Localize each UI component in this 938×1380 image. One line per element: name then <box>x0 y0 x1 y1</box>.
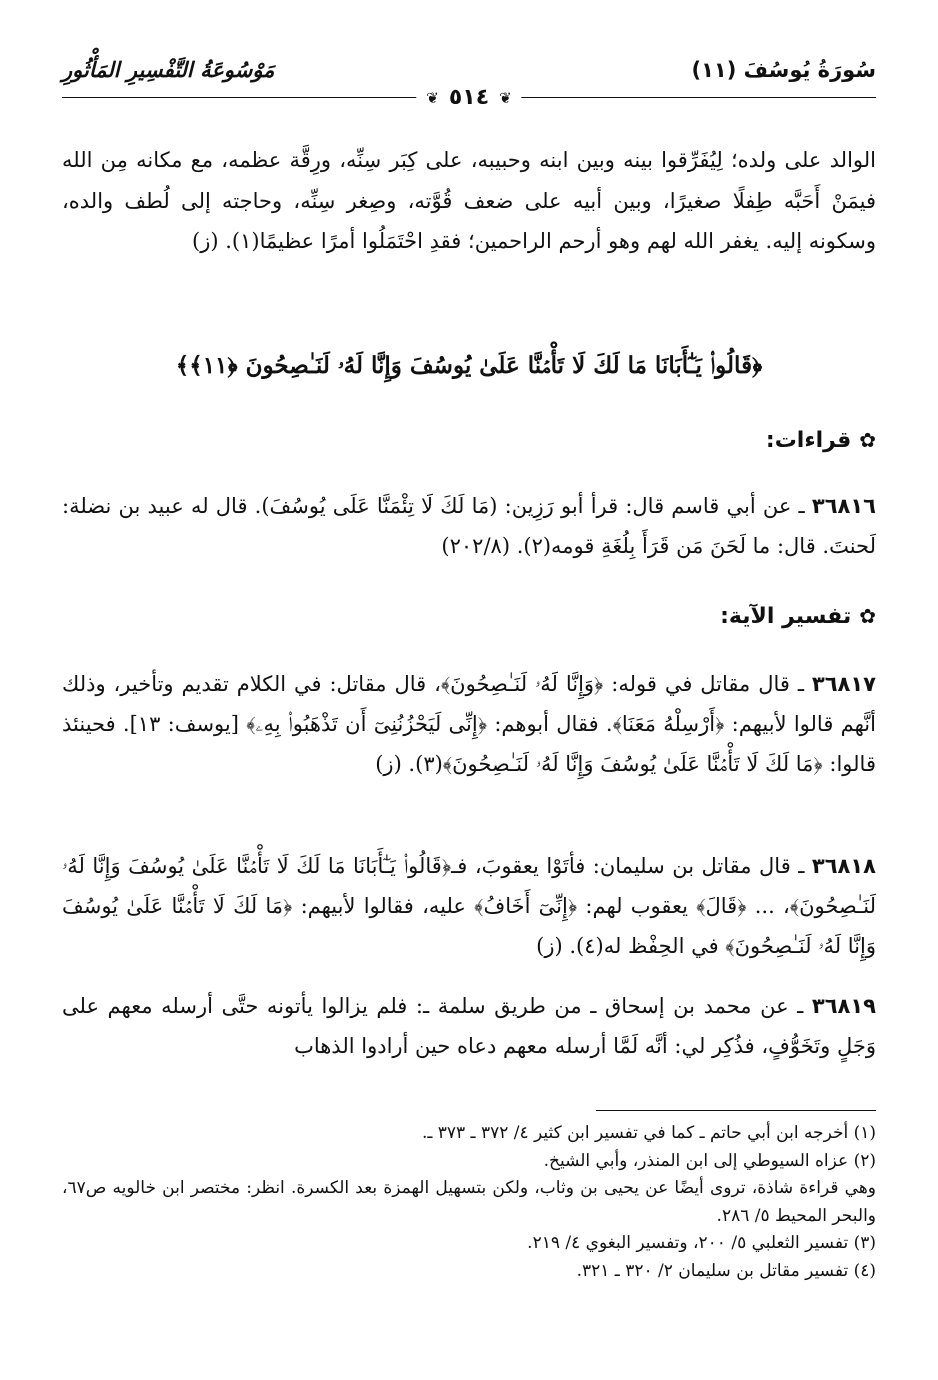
entry-text: ـ عن أبي قاسم قال: قرأ أبو رَزِين: (مَا لَكَ لَا تِئْمَنَّا عَلَى يُوسُفَ). قال له عبيد بن نضلة: لَحنتَ. قال: ما لَحَنَ مَن قَرَأَ بِلُغَةِ قومه(٢). (٢٠٢/٨) <box>62 494 876 558</box>
section-heading-readings <box>766 428 876 453</box>
footnote-4: (٤) تفسير مقاتل بن سليمان ٢/ ٣٢٠ ـ ٣٢١. <box>576 1260 876 1281</box>
page-number-box <box>416 85 521 110</box>
footnote-2: (٢) عزاه السيوطي إلى ابن المنذر، وأبي الشيخ. <box>543 1150 876 1171</box>
footnote-rule <box>596 1110 876 1111</box>
footnote-1: (١) أخرجه ابن أبي حاتم ـ كما في تفسير ابن كثير ٤/ ٣٧٢ ـ ٣٧٣ ـ. <box>421 1123 876 1143</box>
entry-number: ٣٦٨١٧ <box>811 672 876 696</box>
ornament-left-icon: ❦ <box>426 88 439 107</box>
entry-text: ـ عن محمد بن إسحاق ـ من طريق سلمة ـ: فلم يزالوا يأتونه حتَّى أرسله معهم على وَجَلٍ وتَخَوُّفٍ، فذُكِر لي: أنَّه لَمَّا أرسله معهم دعاه حين أرادوا الذهاب <box>62 994 876 1058</box>
footnote-3: (٣) تفسير الثعلبي ٥/ ٢٠٠، وتفسير البغوي ٤/ ٢١٩. <box>527 1233 876 1253</box>
entry-text: ـ قال مقاتل بن سليمان: فأتَوْا يعقوبَ، فـ﴿قَالُوا۟ يَـٰٓأَبَانَا مَا لَكَ لَا تَأْمَ۬نَّا عَلَىٰ يُوسُفَ وَإِنَّا لَهُۥ لَنَـٰصِحُونَ﴾، ... ﴿قَالَ﴾ يعقوب لهم: ﴿إِنِّىٓ أَخَافُ﴾ عليه، فقالوا لأبيهم: ﴿مَا لَكَ لَا تَأْمَ۬نَّا عَلَىٰ يُوسُفَ وَإِنَّا لَهُۥ لَنَـٰصِحُونَ﴾ في الحِفْظ له(٤). (ز) <box>62 854 876 958</box>
intro-paragraph: الوالد على ولده؛ لِيُفَرِّقوا بينه وبين ابنه وحبيبه، على كِبَر سِنِّه، ورِقَّة عظمه، مع مكانه مِن الله فيمَنْ أَحَبَّه طِفلًا صغيرًا، وبين أبيه على ضعف قُوَّته، وصِغر سِنِّه، وحاجته إلى لُطف والده، وسكونه إليه. يغفر الله لهم وهو أرحم الراحمين؛ فقدِ احْتَمَلُوا أمرًا عظيمًا(١). (ز) <box>62 148 876 253</box>
entry-36818 <box>62 846 876 966</box>
entry-number: ٣٦٨١٩ <box>811 994 876 1018</box>
intro-paragraph-block <box>62 140 876 262</box>
section-heading-tafsir <box>720 604 876 629</box>
entry-36817 <box>62 664 876 784</box>
entry-36819 <box>62 986 876 1066</box>
running-header <box>62 58 876 110</box>
page-number: ٥١٤ <box>448 85 490 110</box>
entry-36816 <box>62 486 876 566</box>
section-title-readings: قراءات: <box>765 428 852 453</box>
entry-number: ٣٦٨١٦ <box>811 494 876 518</box>
quran-verse <box>62 352 876 379</box>
verse-text: ﴿قَالُوا۟ يَـٰٓأَبَانَا مَا لَكَ لَا تَأْمَ۬نَّا عَلَىٰ يُوسُفَ وَإِنَّا لَهُۥ لَنَـٰصِحُونَ ﴿١١﴾﴾ <box>175 352 763 379</box>
footnote-2-continued: وهي قراءة شاذة، تروى أيضًا عن يحيى بن وثاب، ولكن بتسهيل الهمزة بعد الكسرة. انظر: مختصر ابن خالويه ص٦٧، والبحر المحيط ٥/ ٢٨٦. <box>62 1178 876 1226</box>
section-title-tafsir: تفسير الآية: <box>720 604 852 629</box>
flower-icon: ✿ <box>859 428 876 452</box>
ornament-right-icon: ❦ <box>499 88 512 107</box>
entry-text: ـ قال مقاتل في قوله: ﴿وَإِنَّا لَهُۥ لَنَـٰصِحُونَ﴾، قال مقاتل: في الكلام تقديم وتأخير، وذلك أنَّهم قالوا لأبيهم: ﴿أَرْسِلْهُ مَعَنَا﴾. فقال أبوهم: ﴿إِنِّى لَيَحْزُنُنِىٓ أَن تَذْهَبُوا۟ بِهِۦ﴾ [يوسف: ١٣]. فحينئذ قالوا: ﴿مَا لَكَ لَا تَأْمَ۬نَّا عَلَىٰ يُوسُفَ وَإِنَّا لَهُۥ لَنَـٰصِحُونَ﴾(٣). (ز) <box>62 672 876 776</box>
book-title: مَوْسُوعَةُ التَّفْسِيرِ المَأْثُورِ <box>62 58 275 82</box>
surah-title: سُورَةُ يُوسُفَ (١١) <box>691 58 876 82</box>
footnotes <box>62 1120 876 1285</box>
flower-icon: ✿ <box>859 604 876 628</box>
entry-number: ٣٦٨١٨ <box>811 854 876 878</box>
